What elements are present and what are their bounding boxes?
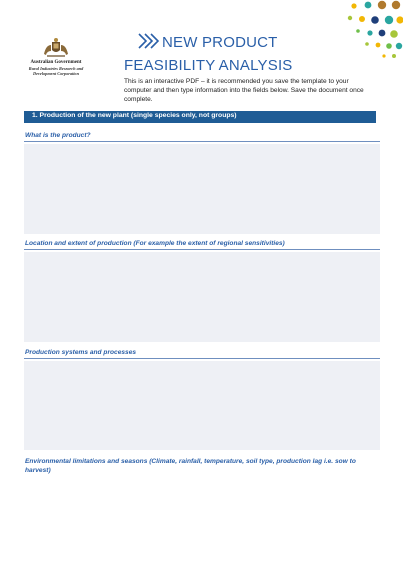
question-label: Environmental limitations and seasons (Climate, rainfall, temperature, soil type, production lag i.e. sow to harvest) [25,458,356,474]
commonwealth-crest-icon [41,36,71,58]
question-label: Production systems and processes [25,349,137,356]
logo-organisation-line1: Rural Industries Research and [28,66,84,71]
logo [24,36,88,76]
title-line1: NEW PRODUCT [162,34,278,51]
section-heading: 1. Production of the new plant (single species only, not groups) [32,112,237,119]
production-systems-field[interactable] [24,361,380,450]
question-divider [24,249,380,250]
logo-government-text: Australian Government [30,60,82,65]
section-header [24,111,376,123]
intro-text: This is an interactive PDF – it is recommended you save the template to your computer and then type information into the fields below. Save the document once complete. [124,78,364,103]
question-divider [24,358,380,359]
title-line2: FEASIBILITY ANALYSIS [124,57,293,74]
location-extent-field[interactable] [24,252,380,342]
double-chevron-right-icon [137,33,161,49]
question-label: What is the product? [25,132,91,139]
question-label: Location and extent of production (For example the extent of regional sensitivities) [25,240,285,247]
logo-organisation-line2: Development Corporation [33,71,79,76]
decorative-dots [336,0,403,60]
question-divider [24,141,380,142]
product-description-field[interactable] [24,144,380,234]
